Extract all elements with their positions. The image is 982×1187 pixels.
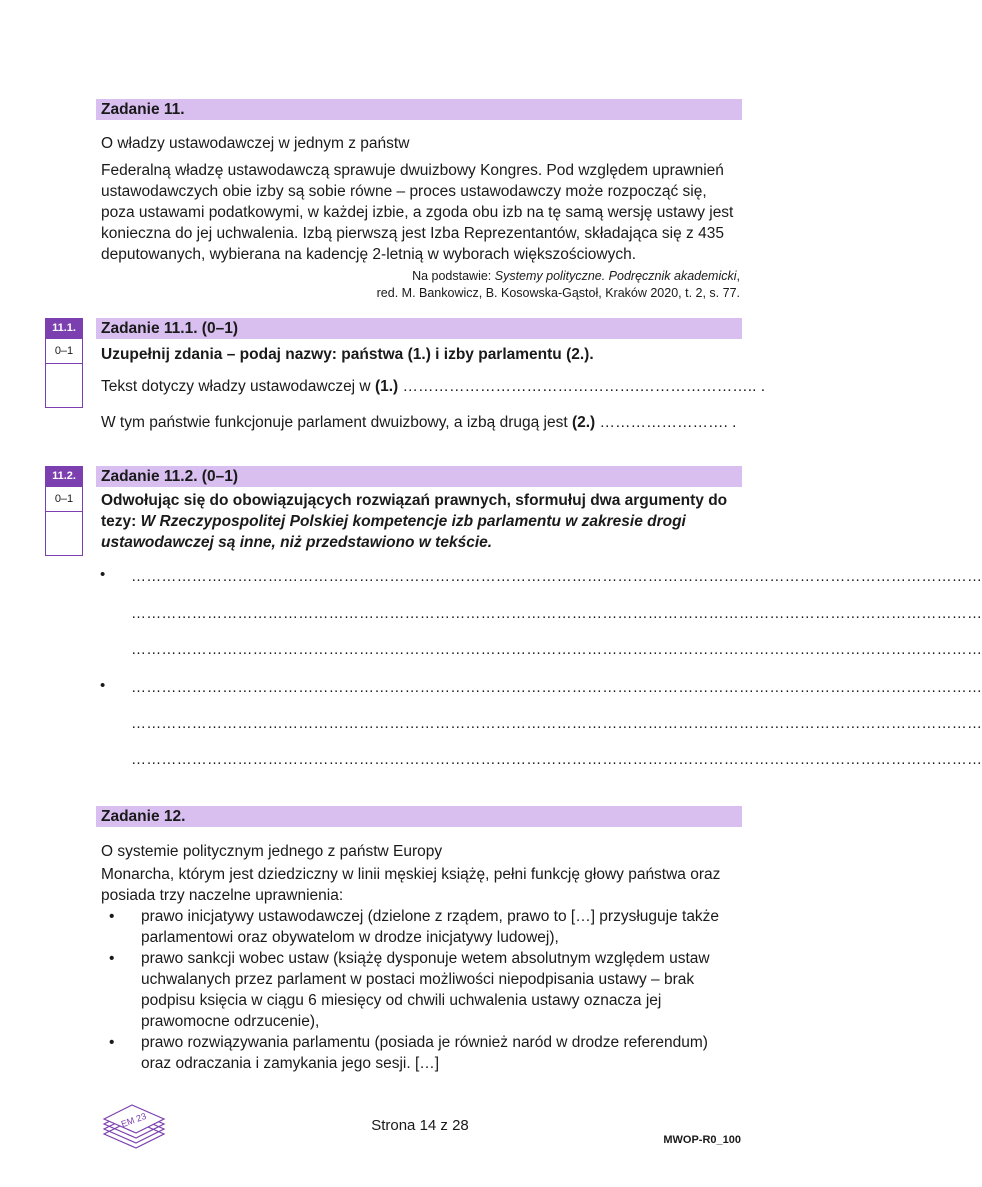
- list-item: • prawo sankcji wobec ustaw (książę dysponuje wetem absolutnym względem ustaw uchwalanych przez parlament w postaci możliwości niepodpisania ustawy – brak podpisu księcia w ciągu 6 miesięcy od chwili uchwalenia ustawy oznacza jej prawomocne odrzucenie),: [109, 950, 710, 1030]
- answer-bullet: •: [100, 677, 106, 694]
- answer-blank-1[interactable]: ……………………………………….………………….. .: [398, 378, 766, 395]
- list-item: • prawo rozwiązywania parlamentu (posiada je również naród w drodze referendum) oraz odraczania i zamykania jego sesji. […]: [109, 1034, 708, 1072]
- task11-2-header: Zadanie 11.2. (0–1): [96, 466, 742, 487]
- answer-line[interactable]: ……………………………………………………………………………………………………………………………………………………: [131, 679, 982, 696]
- page-number: Strona 14 z 28: [371, 1117, 469, 1134]
- task12-intro: O systemie politycznym jednego z państw Europy: [101, 843, 443, 860]
- exam-code: MWOP-R0_100: [663, 1134, 741, 1146]
- score-box-11-2: [45, 466, 83, 556]
- text-line: ustawodawczych obie izby są sobie równe – proces ustawodawczy może rozpocząć się,: [101, 183, 707, 200]
- task-number: 11.2.: [45, 466, 83, 487]
- score-field[interactable]: [45, 364, 83, 408]
- answer-line[interactable]: ……………………………………………………………………………………………………………………………………………………: [131, 715, 982, 732]
- task12-header: Zadanie 12.: [96, 806, 742, 827]
- text-line: Federalną władzę ustawodawczą sprawuje dwuizbowy Kongres. Pod względem uprawnień: [101, 162, 724, 179]
- score-box-11-1: [45, 318, 83, 408]
- list-item: • prawo inicjatywy ustawodawczej (dzielone z rządem, prawo to […] przysługuje także parlamentowi oraz obywatelom w drodze inicjatywy ludowej),: [109, 908, 720, 946]
- source-title: Systemy polityczne. Podręcznik akademicki: [494, 269, 737, 283]
- text-line: deputowanych, wybierana na kadencję 2-letnią w wyborach większościowych.: [101, 246, 637, 263]
- text-line: poza ustawami podatkowymi, w każdej izbie, a zgoda obu izb na tę samą wersję ustawy jest: [101, 204, 734, 221]
- source-citation: Na podstawie: Systemy polityczne. Podręcznik akademicki, red. M. Bankowicz, B. Kosowska-Gąstoł, Kraków 2020, t. 2, s. 77.: [376, 269, 740, 300]
- text-line: konieczna do jej uchwalenia. Izbą pierwszą jest Izba Reprezentantów, składająca się z 435: [101, 225, 724, 242]
- svg-text:EM 23: EM 23: [119, 1110, 148, 1130]
- task11-2-instruction: Odwołując się do obowiązujących rozwiązań prawnych, sformułuj dwa argumenty do tezy: W Rzeczypospolitej Polskiej kompetencje izb parlamentu w zakresie drogi ustawodawczej są inne, niż przedstawiono w tekście.: [101, 492, 728, 551]
- answer-line[interactable]: ……………………………………………………………………………………………………………………………………………………: [131, 568, 982, 585]
- score-field[interactable]: [45, 512, 83, 556]
- answer-line[interactable]: ……………………………………………………………………………………………………………………………………………………: [131, 605, 982, 622]
- task11-intro: O władzy ustawodawczej w jednym z państw: [101, 135, 410, 152]
- sentence-2: W tym państwie funkcjonuje parlament dwuizbowy, a izbą drugą jest (2.) ……………………. .: [101, 414, 737, 431]
- points-label: 0–1: [45, 487, 83, 512]
- answer-line[interactable]: ……………………………………………………………………………………………………………………………………………………: [131, 751, 982, 768]
- answer-bullet: •: [100, 566, 106, 583]
- answer-line[interactable]: ……………………………………………………………………………………………………………………………………………………: [131, 641, 982, 658]
- sentence-1: Tekst dotyczy władzy ustawodawczej w (1.) ……………………………………….………………….. .: [101, 378, 766, 395]
- task11-header: Zadanie 11.: [96, 99, 742, 120]
- points-label: 0–1: [45, 339, 83, 364]
- task11-1-header: Zadanie 11.1. (0–1): [96, 318, 742, 339]
- task12-paragraph: Monarcha, którym jest dziedziczny w linii męskiej książę, pełni funkcję głowy państwa oraz posiada trzy naczelne uprawnienia:: [101, 866, 721, 904]
- task-number: 11.1.: [45, 318, 83, 339]
- task11-text: [101, 160, 733, 265]
- powers-list: [101, 906, 741, 1074]
- answer-blank-2[interactable]: ……………………. .: [595, 414, 737, 431]
- task11-1-instruction: Uzupełnij zdania – podaj nazwy: państwa (1.) i izby parlamentu (2.).: [101, 346, 594, 363]
